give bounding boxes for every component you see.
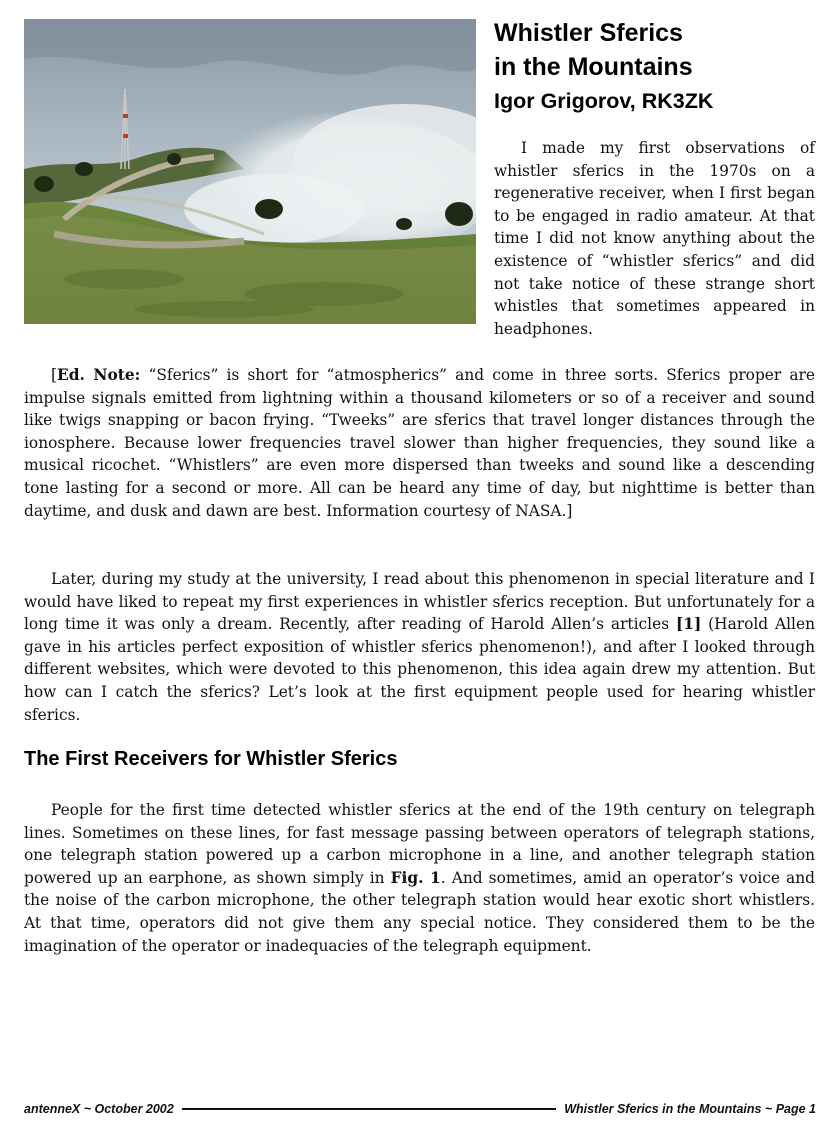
- article-title-line-2: in the Mountains: [494, 53, 693, 81]
- article-title-line-1: Whistler Sferics: [494, 19, 683, 47]
- editor-note-paragraph: [24, 364, 815, 522]
- article-header: [494, 16, 824, 116]
- editor-note-text: “Sferics” is short for “atmospherics” and come in three sorts. Sferics proper are impulse signals emitted from lightning within a thousand kilometers or so of a receiver and sound like twigs snapping or bacon frying. “Tweeks” are sferics that travel longer distances through the ionosphere. Because lower frequencies travel slower than higher frequencies, they sound like a musical ricochet. “Whistlers” are even more dispersed than tweeks and sound like a descending tone lasting for a second or more. All can be heard any time of day, but nighttime is better than daytime, and dusk and dawn are best. Information courtesy of NASA.]: [24, 366, 816, 520]
- body-paragraph-2: [24, 568, 815, 726]
- editor-note-label: Ed. Note:: [57, 366, 141, 384]
- reference-1-citation: [1]: [675, 615, 702, 634]
- author-byline: Igor Grigorov, RK3ZK: [494, 89, 714, 113]
- footer-page-label: Whistler Sferics in the Mountains ~ Page 1: [564, 1102, 816, 1116]
- paragraph-3-before-fig: People for the first time detected whistler sferics at the end of the 19th century on telegraph lines. Sometimes on these lines, for fast message passing between operators of telegraph stations, one telegraph station powered up a carbon microphone in a line, and another telegraph station powered up an earphone, as shown simply in: [24, 801, 815, 887]
- footer-publication: antenneX ~ October 2002: [24, 1102, 174, 1116]
- paragraph-2-after-ref: (Harold Allen gave in his articles perfect exposition of whistler sferics phenomenon!), and after I looked through different websites, which were devoted to this phenomenon, this idea again drew my attention. But how can I catch the sferics? Let’s look at the first equipment people used for hearing whistler sferics.: [24, 615, 816, 724]
- intro-paragraph: I made my first observations of whistler sferics in the 1970s on a regenerative receiver, when I first began to be engaged in radio amateur. At that time I did not know anything about the existence of “whistler sferics” and did not take notice of these strange short whistles that sometimes appeared in headphones.: [494, 139, 815, 338]
- section-heading: The First Receivers for Whistler Sferics: [24, 748, 398, 770]
- mountain-fog-photo: [24, 19, 476, 324]
- footer-rule: [182, 1108, 556, 1110]
- page-footer: [24, 1100, 816, 1118]
- paragraph-3-after-fig: . And sometimes, amid an operator’s voice and the noise of the carbon microphone, the other telegraph station would hear exotic short whistlers. At that time, operators did not give them any special notice. They considered them to be the imagination of the operator or inadequacies of the telegraph equipment.: [24, 868, 815, 955]
- paragraph-2-before-ref: Later, during my study at the university, I read about this phenomenon in special literature and I would have liked to repeat my first experiences in whistler sferics reception. But unfortunately for a long time it was only a dream. Recently, after reading of Harold Allen’s articles: [24, 570, 815, 634]
- body-paragraph-3: [24, 799, 815, 957]
- editor-note-open-bracket: [: [51, 366, 58, 384]
- figure-1-reference: Fig. 1: [390, 868, 441, 887]
